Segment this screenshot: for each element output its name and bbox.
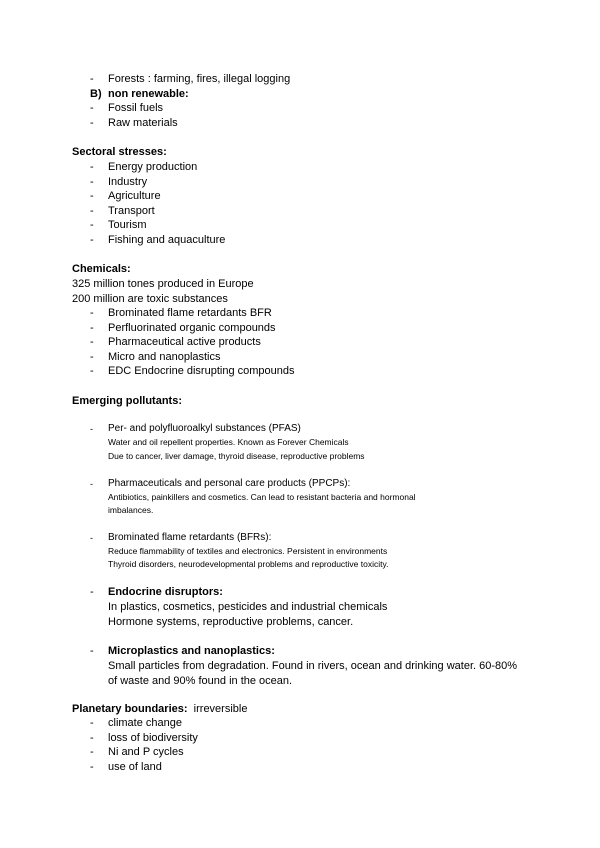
body-text: Small particles from degradation. Found in rivers, ocean and drinking water. 60-80% bbox=[108, 660, 518, 672]
pollutant-title-pfas: Per- and polyfluoroalkyl substances (PFAS) bbox=[108, 423, 301, 434]
list-item: EDC Endocrine disrupting compounds bbox=[108, 365, 295, 377]
body-text: Thyroid disorders, neurodevelopmental problems and reproductive toxicity. bbox=[108, 559, 389, 569]
body-text: In plastics, cosmetics, pesticides and industrial chemicals bbox=[108, 601, 388, 613]
bullet-dash: - bbox=[90, 586, 94, 598]
bullet-dash: - bbox=[90, 351, 94, 363]
bullet-dash: - bbox=[90, 717, 94, 729]
section-heading: Planetary boundaries: bbox=[72, 703, 188, 715]
bullet-dash: - bbox=[90, 336, 94, 348]
bullet-dash: - bbox=[90, 365, 94, 377]
bullet-dash: - bbox=[90, 205, 94, 217]
bullet-dash: - bbox=[90, 117, 94, 129]
list-item: Fossil fuels bbox=[108, 102, 164, 114]
bullet-dash: - bbox=[90, 533, 93, 543]
list-item: Perfluorinated organic compounds bbox=[108, 322, 276, 334]
body-text: Due to cancer, liver damage, thyroid disease, reproductive problems bbox=[108, 451, 365, 461]
planetary-note: irreversible bbox=[193, 703, 248, 715]
list-item: Ni and P cycles bbox=[108, 746, 184, 758]
body-text: imbalances. bbox=[108, 505, 154, 515]
list-item: Pharmaceutical active products bbox=[108, 336, 261, 348]
list-item: loss of biodiversity bbox=[108, 732, 198, 744]
bullet-dash: - bbox=[90, 479, 93, 489]
bullet-dash: - bbox=[90, 761, 94, 773]
bullet-dash: - bbox=[90, 190, 94, 202]
body-text: Water and oil repellent properties. Known as Forever Chemicals bbox=[108, 437, 349, 447]
list-item: Industry bbox=[108, 176, 148, 188]
list-item: Micro and nanoplastics bbox=[108, 351, 221, 363]
bullet-dash: - bbox=[90, 73, 94, 85]
bullet-dash: - bbox=[90, 424, 93, 434]
pollutant-title-microplastics: Microplastics and nanoplastics: bbox=[108, 645, 275, 657]
list-item: Tourism bbox=[108, 219, 147, 231]
bullet-dash: - bbox=[90, 102, 94, 114]
section-heading: Chemicals: bbox=[72, 263, 131, 275]
bullet-dash: - bbox=[90, 219, 94, 231]
subsection-heading: non renewable: bbox=[108, 88, 189, 100]
planetary-heading-line bbox=[72, 702, 247, 716]
section-heading: Emerging pollutants: bbox=[72, 395, 182, 407]
pollutant-title-endocrine: Endocrine disruptors: bbox=[108, 586, 223, 598]
list-item: use of land bbox=[108, 761, 162, 773]
list-item: Forests : farming, fires, illegal logging bbox=[108, 73, 291, 85]
list-item: Agriculture bbox=[108, 190, 161, 202]
bullet-dash: - bbox=[90, 161, 94, 173]
list-item: climate change bbox=[108, 717, 182, 729]
list-item: Transport bbox=[108, 205, 155, 217]
bullet-dash: - bbox=[90, 307, 94, 319]
section-heading: Sectoral stresses: bbox=[72, 146, 167, 158]
body-text: 200 million are toxic substances bbox=[72, 293, 228, 305]
bullet-dash: - bbox=[90, 234, 94, 246]
list-item: Energy production bbox=[108, 161, 198, 173]
body-text: Reduce flammability of textiles and electronics. Persistent in environments bbox=[108, 546, 388, 556]
body-text: of waste and 90% found in the ocean. bbox=[108, 675, 293, 687]
bullet-dash: - bbox=[90, 645, 94, 657]
body-text: 325 million tones produced in Europe bbox=[72, 278, 254, 290]
pollutant-title-bfr: Brominated flame retardants (BFRs): bbox=[108, 532, 272, 543]
list-item: Raw materials bbox=[108, 117, 178, 129]
list-item: Fishing and aquaculture bbox=[108, 234, 226, 246]
body-text: Hormone systems, reproductive problems, cancer. bbox=[108, 616, 354, 628]
body-text: Antibiotics, painkillers and cosmetics. Can lead to resistant bacteria and hormonal bbox=[108, 492, 416, 502]
bullet-dash: - bbox=[90, 746, 94, 758]
subsection-marker: B) bbox=[90, 88, 102, 100]
bullet-dash: - bbox=[90, 322, 94, 334]
bullet-dash: - bbox=[90, 176, 94, 188]
list-item: Brominated flame retardants BFR bbox=[108, 307, 272, 319]
pollutant-title-ppcp: Pharmaceuticals and personal care products (PPCPs): bbox=[108, 478, 351, 489]
bullet-dash: - bbox=[90, 732, 94, 744]
